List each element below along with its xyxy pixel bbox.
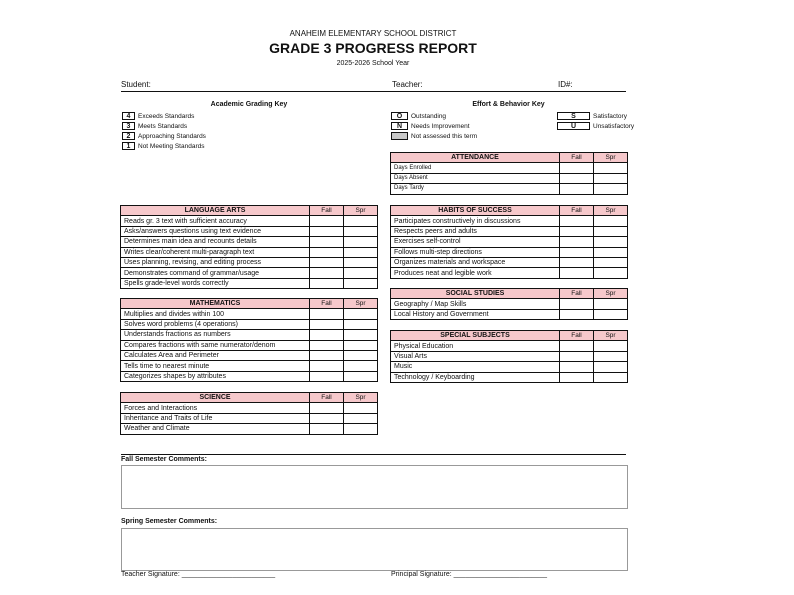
fall-grade-cell[interactable] bbox=[310, 257, 344, 267]
table-row bbox=[391, 216, 628, 226]
table-row bbox=[391, 184, 628, 194]
table-row bbox=[121, 216, 378, 226]
table-row bbox=[391, 247, 628, 257]
standard-label: Visual Arts bbox=[391, 351, 560, 361]
district-name: ANAHEIM ELEMENTARY SCHOOL DISTRICT bbox=[289, 29, 457, 38]
table-row bbox=[391, 351, 628, 361]
spring-grade-cell[interactable] bbox=[344, 340, 378, 350]
section-title: SCIENCE bbox=[121, 393, 310, 403]
student-field[interactable]: Student: bbox=[121, 80, 151, 89]
fall-grade-cell[interactable] bbox=[310, 319, 344, 329]
standard-label: Music bbox=[391, 362, 560, 372]
academic-key-row bbox=[122, 141, 206, 151]
key-code: S bbox=[557, 112, 590, 120]
section-header-row bbox=[121, 206, 378, 216]
standard-label: Technology / Keyboarding bbox=[391, 372, 560, 382]
standard-label: Solves word problems (4 operations) bbox=[121, 319, 310, 329]
table-row bbox=[121, 413, 378, 423]
section-header-row bbox=[391, 153, 628, 163]
spring-grade-cell[interactable] bbox=[344, 361, 378, 371]
table-row bbox=[121, 257, 378, 267]
section-title: SPECIAL SUBJECTS bbox=[391, 331, 560, 341]
standard-label: Compares fractions with same numerator/denom bbox=[121, 340, 310, 350]
section-header-row bbox=[391, 331, 628, 341]
spring-grade-cell[interactable] bbox=[344, 424, 378, 434]
fall-grade-cell[interactable] bbox=[560, 247, 594, 257]
key-label: Approaching Standards bbox=[138, 132, 206, 140]
standard-label: Days Absent bbox=[391, 173, 560, 183]
fall-comments-box[interactable] bbox=[121, 465, 628, 509]
table-row bbox=[121, 350, 378, 360]
academic-key-row bbox=[122, 131, 206, 141]
fall-grade-cell[interactable] bbox=[560, 237, 594, 247]
spring-grade-cell[interactable] bbox=[344, 247, 378, 257]
spring-grade-cell[interactable] bbox=[344, 268, 378, 278]
fall-grade-cell[interactable] bbox=[310, 330, 344, 340]
fall-grade-cell[interactable] bbox=[310, 403, 344, 413]
table-row bbox=[121, 340, 378, 350]
spring-grade-cell[interactable] bbox=[344, 413, 378, 423]
section-title: LANGUAGE ARTS bbox=[121, 206, 310, 216]
academic-key-row bbox=[122, 121, 206, 131]
standard-label: Geography / Map Skills bbox=[391, 299, 560, 309]
key-label: Unsatisfactory bbox=[593, 122, 635, 130]
behavior-key-row bbox=[557, 111, 634, 121]
key-label: Satisfactory bbox=[593, 112, 627, 120]
fall-grade-cell[interactable] bbox=[310, 278, 344, 288]
standard-label: Uses planning, revising, and editing process bbox=[121, 257, 310, 267]
spring-grade-cell[interactable] bbox=[344, 309, 378, 319]
school-year: 2025-2026 School Year bbox=[336, 60, 410, 67]
spring-grade-cell[interactable] bbox=[594, 163, 628, 173]
fall-grade-cell[interactable] bbox=[310, 226, 344, 236]
table-row bbox=[121, 424, 378, 434]
science-table bbox=[120, 392, 378, 435]
table-row bbox=[121, 247, 378, 257]
spring-grade-cell[interactable] bbox=[344, 319, 378, 329]
key-code: N bbox=[391, 122, 408, 130]
standard-label: Respects peers and adults bbox=[391, 226, 560, 236]
behavior-key-row bbox=[557, 121, 634, 131]
fall-grade-cell[interactable] bbox=[310, 340, 344, 350]
fall-grade-cell[interactable] bbox=[560, 173, 594, 183]
fall-grade-cell[interactable] bbox=[310, 237, 344, 247]
standard-label: Understands fractions as numbers bbox=[121, 330, 310, 340]
column-header-spr: Spr bbox=[344, 206, 378, 216]
fall-grade-cell[interactable] bbox=[310, 413, 344, 423]
column-header-spr: Spr bbox=[344, 393, 378, 403]
standard-label: Weather and Climate bbox=[121, 424, 310, 434]
academic-key bbox=[122, 111, 206, 151]
fall-grade-cell[interactable] bbox=[560, 299, 594, 309]
standard-label: Participates constructively in discussions bbox=[391, 216, 560, 226]
table-row bbox=[121, 403, 378, 413]
table-row bbox=[391, 226, 628, 236]
spring-grade-cell[interactable] bbox=[594, 268, 628, 278]
behavior-key-row bbox=[391, 131, 477, 141]
spring-grade-cell[interactable] bbox=[344, 350, 378, 360]
spring-grade-cell[interactable] bbox=[344, 216, 378, 226]
spring-grade-cell[interactable] bbox=[344, 226, 378, 236]
standard-label: Writes clear/coherent multi-paragraph text bbox=[121, 247, 310, 257]
spring-grade-cell[interactable] bbox=[594, 237, 628, 247]
section-title: MATHEMATICS bbox=[121, 299, 310, 309]
fall-grade-cell[interactable] bbox=[310, 268, 344, 278]
spring-grade-cell[interactable] bbox=[594, 362, 628, 372]
table-row bbox=[121, 278, 378, 288]
standard-label: Produces neat and legible work bbox=[391, 268, 560, 278]
column-header-spr: Spr bbox=[594, 153, 628, 163]
standard-label: Days Enrolled bbox=[391, 163, 560, 173]
table-row bbox=[121, 226, 378, 236]
fall-grade-cell[interactable] bbox=[310, 371, 344, 381]
key-label: Not Meeting Standards bbox=[138, 142, 205, 150]
table-row bbox=[391, 299, 628, 309]
standard-label: Physical Education bbox=[391, 341, 560, 351]
standard-label: Tells time to nearest minute bbox=[121, 361, 310, 371]
fall-grade-cell[interactable] bbox=[560, 257, 594, 267]
divider bbox=[121, 454, 626, 455]
table-row bbox=[391, 163, 628, 173]
behavior-key-title: Effort & Behavior Key bbox=[472, 101, 545, 108]
key-label: Needs Improvement bbox=[411, 122, 470, 130]
column-header-fall: Fall bbox=[560, 289, 594, 299]
spring-grade-cell[interactable] bbox=[344, 237, 378, 247]
spring-grade-cell[interactable] bbox=[594, 299, 628, 309]
spring-grade-cell[interactable] bbox=[594, 257, 628, 267]
table-row bbox=[121, 319, 378, 329]
table-row bbox=[391, 309, 628, 319]
column-header-spr: Spr bbox=[594, 206, 628, 216]
spring-grade-cell[interactable] bbox=[594, 173, 628, 183]
not-assessed-swatch bbox=[391, 132, 408, 140]
section-header-row bbox=[121, 299, 378, 309]
table-row bbox=[121, 237, 378, 247]
standard-label: Forces and Interactions bbox=[121, 403, 310, 413]
column-header-spr: Spr bbox=[344, 299, 378, 309]
fall-grade-cell[interactable] bbox=[560, 309, 594, 319]
standard-label: Exercises self-control bbox=[391, 237, 560, 247]
column-header-spr: Spr bbox=[594, 331, 628, 341]
table-row bbox=[391, 341, 628, 351]
table-row bbox=[121, 330, 378, 340]
table-row bbox=[121, 371, 378, 381]
spring-grade-cell[interactable] bbox=[594, 372, 628, 382]
table-row bbox=[391, 237, 628, 247]
column-header-fall: Fall bbox=[560, 206, 594, 216]
table-row bbox=[391, 257, 628, 267]
standard-label: Categorizes shapes by attributes bbox=[121, 371, 310, 381]
habits-of-success-table bbox=[390, 205, 628, 279]
standard-label: Demonstrates command of grammar/usage bbox=[121, 268, 310, 278]
fall-grade-cell[interactable] bbox=[560, 163, 594, 173]
table-row bbox=[391, 268, 628, 278]
key-label: Meets Standards bbox=[138, 122, 188, 130]
academic-key-title: Academic Grading Key bbox=[210, 101, 288, 108]
key-code: U bbox=[557, 122, 590, 130]
table-row bbox=[121, 361, 378, 371]
spring-grade-cell[interactable] bbox=[344, 257, 378, 267]
key-code: 2 bbox=[122, 132, 135, 140]
table-row bbox=[121, 309, 378, 319]
table-row bbox=[391, 372, 628, 382]
spring-grade-cell[interactable] bbox=[344, 330, 378, 340]
fall-grade-cell[interactable] bbox=[560, 372, 594, 382]
standard-label: Inheritance and Traits of Life bbox=[121, 413, 310, 423]
spring-grade-cell[interactable] bbox=[344, 403, 378, 413]
fall-grade-cell[interactable] bbox=[310, 350, 344, 360]
spring-grade-cell[interactable] bbox=[594, 341, 628, 351]
column-header-fall: Fall bbox=[310, 299, 344, 309]
language-arts-table bbox=[120, 205, 378, 289]
id-field[interactable]: ID#: bbox=[558, 80, 573, 89]
fall-grade-cell[interactable] bbox=[310, 424, 344, 434]
standard-label: Reads gr. 3 text with sufficient accuracy bbox=[121, 216, 310, 226]
fall-grade-cell[interactable] bbox=[310, 309, 344, 319]
column-header-fall: Fall bbox=[310, 393, 344, 403]
section-header-row bbox=[121, 393, 378, 403]
principal-signature[interactable]: Principal Signature: ________________________ bbox=[391, 571, 548, 578]
column-header-fall: Fall bbox=[560, 153, 594, 163]
section-title: ATTENDANCE bbox=[391, 153, 560, 163]
behavior-key-row bbox=[391, 121, 477, 131]
column-header-spr: Spr bbox=[594, 289, 628, 299]
key-code: O bbox=[391, 112, 408, 120]
key-code: 4 bbox=[122, 112, 135, 120]
column-header-fall: Fall bbox=[560, 331, 594, 341]
academic-key-row bbox=[122, 111, 206, 121]
behavior-key-left bbox=[391, 111, 477, 141]
teacher-field[interactable]: Teacher: bbox=[392, 80, 423, 89]
fall-grade-cell[interactable] bbox=[560, 362, 594, 372]
fall-grade-cell[interactable] bbox=[560, 341, 594, 351]
key-label: Exceeds Standards bbox=[138, 112, 195, 120]
spring-grade-cell[interactable] bbox=[594, 247, 628, 257]
standard-label: Follows multi-step directions bbox=[391, 247, 560, 257]
standard-label: Local History and Government bbox=[391, 309, 560, 319]
section-title: HABITS OF SUCCESS bbox=[391, 206, 560, 216]
spring-comments-label: Spring Semester Comments: bbox=[121, 518, 218, 525]
key-code: 3 bbox=[122, 122, 135, 130]
spring-grade-cell[interactable] bbox=[344, 278, 378, 288]
attendance-table bbox=[390, 152, 628, 195]
special-subjects-table bbox=[390, 330, 628, 383]
standard-label: Asks/answers questions using text evidence bbox=[121, 226, 310, 236]
fall-grade-cell[interactable] bbox=[560, 216, 594, 226]
social-studies-table bbox=[390, 288, 628, 320]
mathematics-table bbox=[120, 298, 378, 382]
spring-grade-cell[interactable] bbox=[594, 184, 628, 194]
table-row bbox=[121, 268, 378, 278]
fall-grade-cell[interactable] bbox=[560, 226, 594, 236]
teacher-signature[interactable]: Teacher Signature: ________________________ bbox=[121, 571, 276, 578]
key-code: 1 bbox=[122, 142, 135, 150]
student-info-line bbox=[121, 80, 626, 92]
section-header-row bbox=[391, 206, 628, 216]
fall-grade-cell[interactable] bbox=[310, 216, 344, 226]
fall-grade-cell[interactable] bbox=[310, 361, 344, 371]
spring-grade-cell[interactable] bbox=[594, 309, 628, 319]
spring-grade-cell[interactable] bbox=[594, 226, 628, 236]
section-title: SOCIAL STUDIES bbox=[391, 289, 560, 299]
page-title: GRADE 3 PROGRESS REPORT bbox=[269, 40, 477, 56]
spring-comments-box[interactable] bbox=[121, 528, 628, 571]
spring-grade-cell[interactable] bbox=[594, 351, 628, 361]
standard-label: Multiplies and divides within 100 bbox=[121, 309, 310, 319]
section-header-row bbox=[391, 289, 628, 299]
behavior-key-right bbox=[557, 111, 634, 131]
column-header-fall: Fall bbox=[310, 206, 344, 216]
standard-label: Determines main idea and recounts details bbox=[121, 237, 310, 247]
fall-comments-label: Fall Semester Comments: bbox=[121, 456, 207, 463]
table-row bbox=[391, 173, 628, 183]
spring-grade-cell[interactable] bbox=[594, 216, 628, 226]
behavior-key-row bbox=[391, 111, 477, 121]
fall-grade-cell[interactable] bbox=[560, 351, 594, 361]
fall-grade-cell[interactable] bbox=[560, 268, 594, 278]
fall-grade-cell[interactable] bbox=[560, 184, 594, 194]
standard-label: Days Tardy bbox=[391, 184, 560, 194]
standard-label: Organizes materials and workspace bbox=[391, 257, 560, 267]
fall-grade-cell[interactable] bbox=[310, 247, 344, 257]
table-row bbox=[391, 362, 628, 372]
key-label: Outstanding bbox=[411, 112, 447, 120]
standard-label: Calculates Area and Perimeter bbox=[121, 350, 310, 360]
standard-label: Spells grade-level words correctly bbox=[121, 278, 310, 288]
spring-grade-cell[interactable] bbox=[344, 371, 378, 381]
key-label: Not assessed this term bbox=[411, 132, 478, 140]
